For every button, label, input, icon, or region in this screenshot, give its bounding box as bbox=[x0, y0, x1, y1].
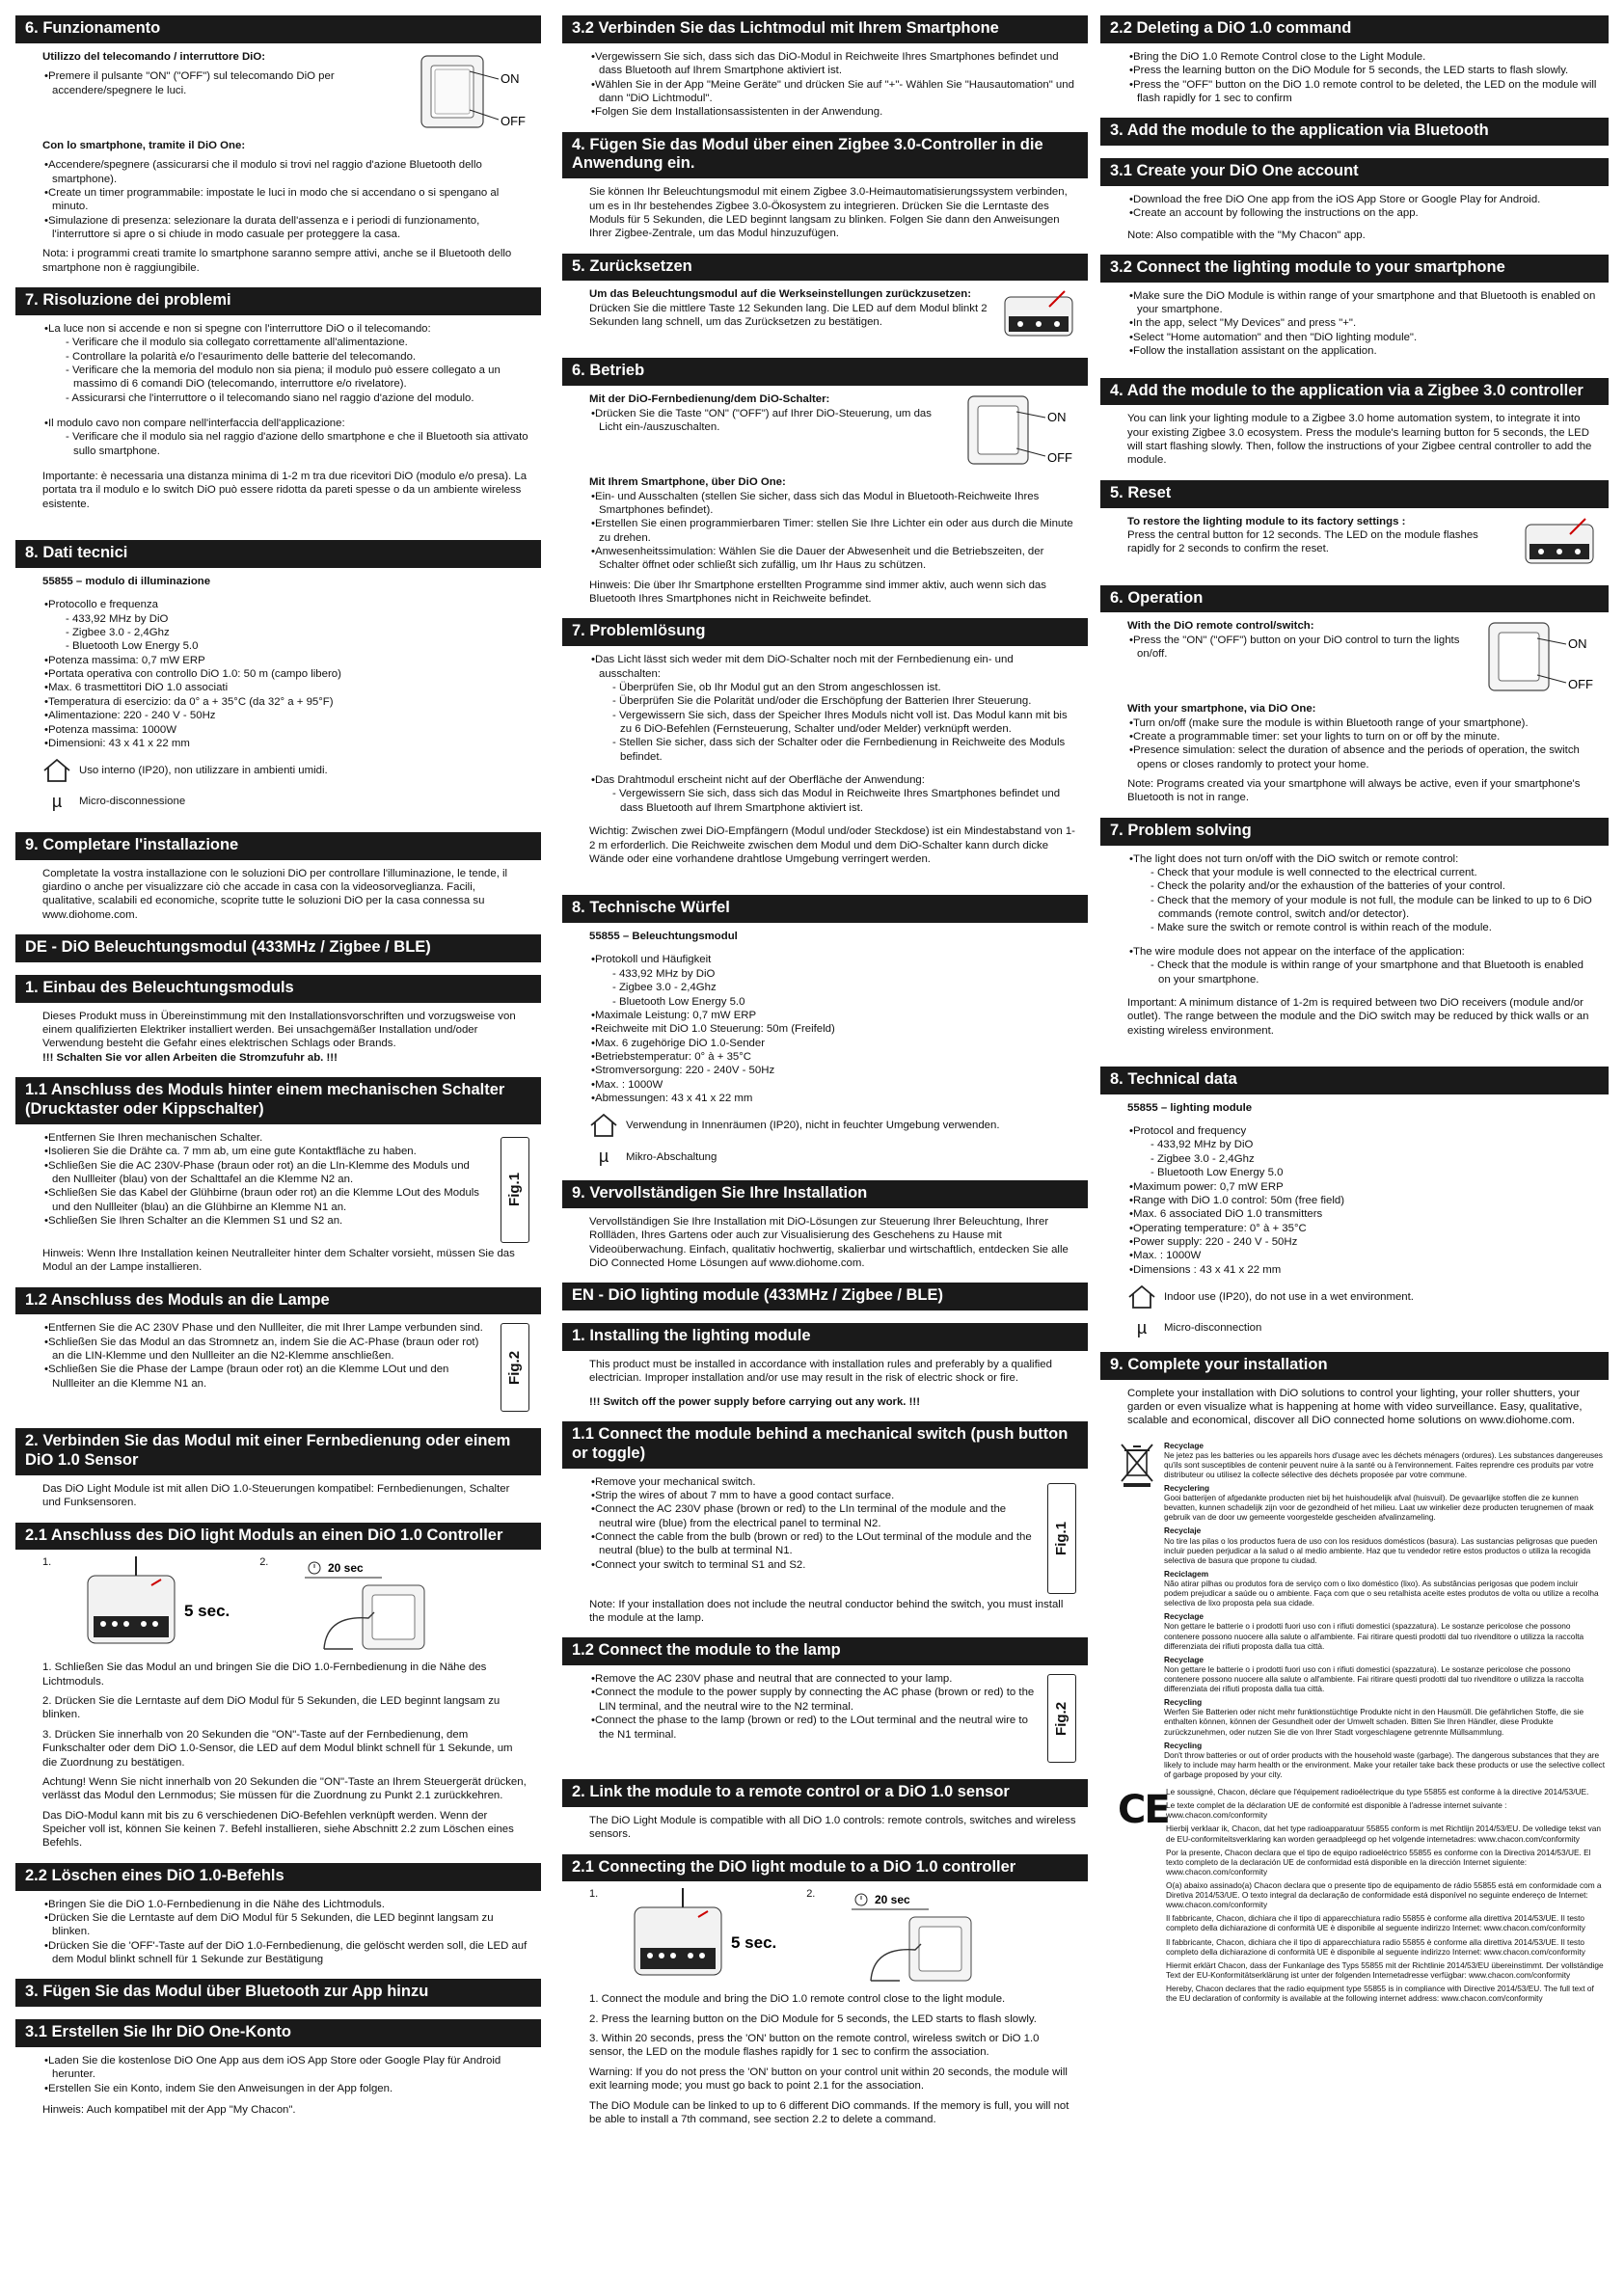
label: To restore the lighting module to its factory settings : bbox=[1127, 515, 1406, 527]
it-technical-data-section bbox=[15, 540, 541, 813]
recycling-heading: Recyclering bbox=[1164, 1483, 1210, 1494]
label: With your smartphone, via DiO One: bbox=[1127, 703, 1316, 716]
bullet: Il modulo cavo non compare nell'interfaccia dell'applicazione: bbox=[48, 417, 345, 429]
de-complete-installation-section bbox=[562, 1180, 1088, 1270]
off-label: OFF bbox=[1047, 450, 1072, 466]
recycling-text: Non gettare le batterie o i prodotti fuori uso con i rifiuti domestici (spazzatura). Le sostanze pericolose che possono contenere possono nuocere alla salute o all'ambiente. Fai ritirare questi prodotti dal tuo rivenditore o utilizza la raccolta differenziata dei rifiuti proposta dalla tua città. bbox=[1164, 1663, 1584, 1694]
de-lamp-section bbox=[15, 1287, 541, 1417]
paragraph: Das DiO Light Module ist mit allen DiO 1.0-Steuerungen kompatibel: Fernbedienungen, Schalter und Funksensoren. bbox=[42, 1482, 510, 1509]
de-connect-smartphone-section bbox=[562, 15, 1088, 120]
bullet: • Presence simulation: select the duration of absence and the periods of operation, the switch opens or closes randomly to protect your home. bbox=[1127, 743, 1597, 771]
indoor-note: Uso interno (IP20), non utilizzare in ambienti umidi. bbox=[79, 765, 328, 777]
spec-item: Protocollo e frequenza bbox=[48, 599, 158, 611]
en-connect-smartphone-section bbox=[1100, 255, 1609, 359]
spec-item: • Dimensioni: 43 x 41 x 22 mm bbox=[42, 737, 529, 750]
conformity-text: Hierbij verklaar ik, Chacon, dat het type radioapparatuur 55855 conform is met Richtlijn 2014/53/EU. De volledige tekst van de EU-conformiteitsverklaring kan worden geraadpleegd op het volgende internetadres: www.chacon.com/conformity bbox=[1166, 1823, 1602, 1844]
section-heading: 7. Problem solving bbox=[1100, 818, 1609, 846]
de-operation-section bbox=[562, 358, 1088, 606]
micro-note: Micro-disconnection bbox=[1164, 1322, 1262, 1335]
bullet: • Strip the wires of about 7 mm to have a good contact surface. bbox=[589, 1489, 1076, 1502]
bullet: • Connect the AC 230V phase (brown or red) to the LIn terminal of the module and the neutral wire (blue) from the electrical panel to terminal N2. bbox=[589, 1502, 1076, 1530]
section-heading: 9. Completare l'installazione bbox=[15, 832, 541, 860]
indoor-note: Verwendung in Innenräumen (IP20), nicht in feuchter Umgebung verwenden. bbox=[626, 1120, 1000, 1132]
paragraph: Press the central button for 12 seconds. The LED on the module flashes rapidly for 2 seconds to confirm the reset. bbox=[1127, 528, 1478, 555]
sub-bullet: - Vergewissern Sie sich, dass der Speicher Ihres Moduls nicht voll ist. Das Modul kann mit bis zu 6 DiO-Befehlen (Fernsteuerung, Schalter und/oder Melder) verknüpft werden. bbox=[599, 709, 1076, 737]
label: Utilizzo del telecomando / interruttore DiO: bbox=[42, 50, 265, 63]
ce-mark-icon: CE bbox=[1118, 1788, 1169, 1833]
bullet: • Erstellen Sie einen programmierbaren Timer: stellen Sie Ihre Lichter ein oder aus durch die Minute zu drehen. bbox=[589, 517, 1076, 545]
step-number: 2. bbox=[806, 1888, 816, 1901]
bullet: • Drücken Sie die Taste "ON" ("OFF") auf Ihrer DiO-Steuerung, um das Licht ein-/auszuschalten. bbox=[589, 407, 1076, 435]
spec-item: • Dimensions : 43 x 41 x 22 mm bbox=[1127, 1263, 1597, 1277]
reset-illustration bbox=[1001, 287, 1076, 339]
label: Mit Ihrem Smartphone, über DiO One: bbox=[589, 476, 786, 489]
section-heading: 1.2 Anschluss des Moduls an die Lampe bbox=[15, 1287, 541, 1315]
spec-item: • Temperatura di esercizio: da 0° a + 35°C (da 32° a + 95°F) bbox=[42, 695, 529, 709]
section-heading: 2.1 Anschluss des DiO light Moduls an einen DiO 1.0 Controller bbox=[15, 1523, 541, 1551]
spec-item: • Alimentazione: 220 - 240 V - 50Hz bbox=[42, 709, 529, 722]
house-icon bbox=[1127, 1284, 1156, 1310]
five-seconds-label: 5 sec. bbox=[184, 1602, 230, 1621]
spec-item: • Range with DiO 1.0 control: 50m (free field) bbox=[1127, 1194, 1597, 1207]
section-heading: 7. Risoluzione dei problemi bbox=[15, 287, 541, 315]
section-heading: 4. Fügen Sie das Modul über einen Zigbee 3.0-Controller in die Anwendung ein. bbox=[562, 132, 1088, 179]
paragraph: Drücken Sie die mittlere Taste 12 Sekunden lang. Die LED auf dem Modul blinkt 2 Sekunden lang schnell, um das Zurücksetzen zu bestätigen. bbox=[589, 302, 988, 329]
spec-item: • Betriebstemperatur: 0° à + 35°C bbox=[589, 1050, 1076, 1064]
paragraph: 3. Drücken Sie innerhalb von 20 Sekunden die "ON"-Taste auf der Fernbedienung, dem Funkschalter oder dem DiO 1.0-Sensor, die LED auf dem Modul blinkt schnell für 1 Sekunde, um die Zuordnung zu bestätigen. bbox=[42, 1728, 513, 1769]
crossed-bin-icon bbox=[1118, 1441, 1156, 1489]
recycling-text: Ne jetez pas les batteries ou les appareils hors d'usage avec les déchets ménagers (ordures). Les substances dangereuses qu'ils sont susceptibles de contenir peuvent nuire à la santé ou à l'environnement. Faites reprendre ces produits par votre distributeur ou utilisez la collecte sélective des déchets proposée par votre commune. bbox=[1164, 1449, 1603, 1479]
section-heading: 3.2 Verbinden Sie das Lichtmodul mit Ihrem Smartphone bbox=[562, 15, 1088, 43]
model-name: 55855 – modulo di illuminazione bbox=[42, 575, 211, 587]
de-title-section bbox=[15, 934, 541, 962]
en-reset-section bbox=[1100, 480, 1609, 573]
bullet: • Entfernen Sie Ihren mechanischen Schalter. bbox=[42, 1131, 529, 1145]
paragraph: Das DiO-Modul kann mit bis zu 6 verschiedenen DiO-Befehlen verknüpft werden. Wenn der Speicher voll ist, können Sie keinen 7. Befehl installieren, siehe Abschnitt 2.2 zum Löschen eines Befehls. bbox=[42, 1809, 514, 1850]
off-label: OFF bbox=[501, 113, 526, 128]
conformity-text: Hiermit erklärt Chacon, dass der Funkanlage des Typs 55855 mit der Richtlinie 2014/53/EU übereinstimmt. Der vollständige Text der EU-Konformitätserklärung ist unter der folgenden Internetadresse verfügbar: www.chacon.com/conformity bbox=[1166, 1959, 1604, 1980]
sub-bullet: - Controllare la polarità e/o l'esaurimento delle batterie del telecomando. bbox=[52, 350, 529, 364]
bullet: • Select "Home automation" and then "DiO lighting module". bbox=[1127, 331, 1597, 344]
spec-item: • Abmessungen: 43 x 41 x 22 mm bbox=[589, 1092, 1076, 1105]
label: With the DiO remote control/switch: bbox=[1127, 620, 1314, 633]
section-heading: 6. Operation bbox=[1100, 585, 1609, 613]
spec-item: • Stromversorgung: 220 - 240V - 50Hz bbox=[589, 1064, 1076, 1077]
language-heading: EN - DiO lighting module (433MHz / Zigbee / BLE) bbox=[562, 1283, 1088, 1310]
bullet: • Connect the cable from the bulb (brown or red) to the LOut terminal of the module and the neutral (blue) to the bulb at terminal N1. bbox=[589, 1530, 1076, 1558]
en-zigbee-section bbox=[1100, 378, 1609, 468]
figure-label bbox=[501, 1323, 529, 1412]
it-troubleshooting-section bbox=[15, 287, 541, 511]
recycling-text: Gooi batterijen of afgedankte producten niet bij het huishoudelijk afval (huisvuil). De gevaarlijke stoffen die ze kunnen bevatten, kunnen schadelijk zijn voor de gezondheid of het milieu. Laat uw winkelier deze producten terugnemen of maak gebruik van de door uw gemeente voorgestelde gescheiden afvalinzameling. bbox=[1164, 1493, 1594, 1523]
on-label: ON bbox=[1047, 410, 1067, 425]
bullet: • Schließen Sie die AC 230V-Phase (braun oder rot) an die LIn-Klemme des Moduls und den Nullleiter (blau) von der Schalttafel an die Klemme N2 an. bbox=[42, 1159, 529, 1187]
switch-press-illustration bbox=[832, 1888, 987, 1985]
spec-item: • Max. 6 zugehörige DiO 1.0-Sender bbox=[589, 1037, 1076, 1050]
step-number: 1. bbox=[589, 1888, 599, 1901]
de-mechanical-switch-section bbox=[15, 1077, 541, 1274]
house-icon bbox=[42, 758, 71, 783]
en-problem-section bbox=[1100, 818, 1609, 1038]
sub-bullet: - Verificare che il modulo sia collegato correttamente all'alimentazione. bbox=[52, 336, 529, 349]
en-complete-installation-section bbox=[1100, 1352, 1609, 1428]
paragraph: Vervollständigen Sie Ihre Installation mit DiO-Lösungen zur Steuerung Ihrer Beleuchtung, Ihrer Rollläden, Ihres Gartens oder auch zur Visualisierung des Geschehens zu Hause mit Videoüberwachung. Einfach, qualitativ hochwertig, skalierbar und wirtschaftlich, entdecken Sie alle DiO Connected Home Lösungen auf www.diohome.com. bbox=[589, 1215, 1069, 1269]
bullet: • Create a programmable timer: set your lights to turn on or off by the minute. bbox=[1127, 730, 1597, 743]
bullet: • Create an account by following the instructions on the app. bbox=[1127, 206, 1597, 220]
en-lamp-section bbox=[562, 1637, 1088, 1767]
sub-bullet: - Check that the memory of your module is not full, the module can be linked to up to 6 DiO commands (remote control, switch and/or detector). bbox=[1137, 894, 1597, 922]
section-heading: 3.2 Connect the lighting module to your smartphone bbox=[1100, 255, 1609, 283]
en-link-remote-section bbox=[562, 1779, 1088, 1842]
spec-item: • Potenza massima: 1000W bbox=[42, 723, 529, 737]
paragraph: 1. Connect the module and bring the DiO 1.0 remote control close to the light module. bbox=[589, 1993, 1006, 2006]
bullet: • Schließen Sie das Kabel der Glühbirne (braun oder rot) an die Klemme LOut des Moduls und den Nullleiter (blau) an die Glühbirne an Klemme N1 an. bbox=[42, 1186, 529, 1214]
de-zigbee-section bbox=[562, 132, 1088, 241]
reset-illustration bbox=[1522, 515, 1597, 567]
bullet: • Drücken Sie die Lerntaste auf dem DiO Modul für 5 Sekunden, die LED beginnt langsam zu blinken. bbox=[42, 1911, 529, 1939]
paragraph: 1. Schließen Sie das Modul an und bringen Sie die DiO 1.0-Fernbedienung in die Nähe des Lichtmoduls. bbox=[42, 1661, 487, 1688]
de-delete-command-section bbox=[15, 1863, 541, 1967]
paragraph: 2. Press the learning button on the DiO Module for 5 seconds, the LED starts to flash slowly. bbox=[589, 2012, 1037, 2025]
conformity-text: Le texte complet de la déclaration UE de conformité est disponible à l'adresse internet suivante : www.chacon.com/conformity bbox=[1166, 1800, 1507, 1821]
on-label: ON bbox=[1568, 636, 1587, 652]
paragraph: The DiO Light Module is compatible with all DiO 1.0 controls: remote controls, switches and wireless sensors. bbox=[589, 1814, 1076, 1841]
de-reset-section bbox=[562, 254, 1088, 346]
recycling-heading: Recyclage bbox=[1164, 1440, 1204, 1450]
spec-item: • Maximale Leistung: 0,7 mW ERP bbox=[589, 1009, 1076, 1022]
paragraph: Warning: If you do not press the 'ON' button on your control unit within 20 seconds, the module will exit learning mode; you must go back to point 2.1 for the association. bbox=[589, 2066, 1068, 2093]
twenty-seconds-label: 20 sec bbox=[328, 1561, 365, 1576]
section-heading: 3. Add the module to the application via Bluetooth bbox=[1100, 118, 1609, 146]
section-heading: 1.1 Connect the module behind a mechanical switch (push button or toggle) bbox=[562, 1421, 1088, 1469]
micro-symbol-icon: µ bbox=[51, 792, 63, 812]
sub-bullet: - Verificare che la memoria del modulo non sia piena; il modulo può essere collegato a un massimo di 6 comandi DiO (telecomando, interruttore e/o rivelatore). bbox=[52, 364, 529, 392]
de-problem-section bbox=[562, 618, 1088, 866]
bullet: • Folgen Sie dem Installationsassistenten in der Anwendung. bbox=[589, 105, 1076, 119]
bullet: • Schließen Sie die Phase der Lampe (braun oder rot) an die Klemme LOut und den Nullleiter an die Klemme N1 an. bbox=[42, 1363, 529, 1391]
conformity-text: Il fabbricante, Chacon, dichiara che il tipo di apparecchiatura radio 55855 è conforme alla direttiva 2014/53/UE. Il testo completo della dichiarazione di conformità UE è disponibile al seguente indirizzo Internet: www.chacon.com/conformity bbox=[1166, 1913, 1585, 1933]
section-heading: 2.2 Deleting a DiO 1.0 command bbox=[1100, 15, 1609, 43]
section-heading: 3.1 Erstellen Sie Ihr DiO One-Konto bbox=[15, 2019, 541, 2047]
de-technical-section bbox=[562, 895, 1088, 1168]
pairing-illustration bbox=[42, 1556, 529, 1653]
column-3 bbox=[1100, 15, 1609, 2007]
column-2 bbox=[562, 15, 1088, 2139]
note: Note: Also compatible with the "My Chacon" app. bbox=[1127, 229, 1366, 241]
figure-label bbox=[501, 1137, 529, 1243]
spec-item: • Maximum power: 0,7 mW ERP bbox=[1127, 1180, 1597, 1194]
paragraph: The DiO Module can be linked to up to 6 different DiO commands. If the memory is full, you will not be able to install a 7th command, see section 2.2 to delete a command. bbox=[589, 2099, 1069, 2125]
note: Note: If your installation does not include the neutral conductor behind the switch, you must install the module at the lamp. bbox=[589, 1598, 1064, 1624]
note: Note: Programs created via your smartphone will always be active, even if your smartphone's Bluetooth is not in range. bbox=[1127, 778, 1581, 804]
paragraph: Dieses Produkt muss in Übereinstimmung mit den Installationsvorschriften und vorzugsweise von einem qualifizierten Elektriker installiert werden. Bei unsachgemäßer Installation und/oder Verwendung besteht die Gefahr eines elektrischen Schlags oder Brands. bbox=[42, 1010, 516, 1050]
recycling-heading: Recycling bbox=[1164, 1697, 1203, 1708]
bullet: • Schließen Sie das Modul an das Stromnetz an, indem Sie die AC-Phase (braun oder rot) an die LIN-Klemme und den Nullleiter an die N2-Klemme anschließen. bbox=[42, 1336, 529, 1364]
note: Wichtig: Zwischen zwei DiO-Empfängern (Modul und/oder Steckdose) ist ein Mindestabstand von 1-2 m erforderlich. Die Reichweite zwischen dem Modul und dem DiO-Schalter kann durch dicke Wände oder eine vorhandene drahtlose Umgebung verringert werden. bbox=[589, 825, 1075, 865]
section-heading: 2. Verbinden Sie das Modul mit einer Fernbedienung oder einem DiO 1.0 Sensor bbox=[15, 1428, 541, 1475]
switch-press-illustration bbox=[285, 1556, 440, 1653]
bullet: • Wählen Sie in der App "Meine Geräte" und drücken Sie auf "+"- Wählen Sie "Hausautomation" und dann "DiO Lichtmodul". bbox=[589, 78, 1076, 106]
de-link-remote-section bbox=[15, 1428, 541, 1509]
protocol-item: - Zigbee 3.0 - 2,4Ghz bbox=[599, 981, 1076, 994]
step-number: 1. bbox=[42, 1556, 52, 1569]
recycling-heading: Recyclage bbox=[1164, 1654, 1204, 1664]
recycling-text: Não atirar pilhas ou produtos fora de serviço com o lixo doméstico (lixo). As substâncias perigosas que podem incluir podem prejudicar a saúde ou o ambiente. Faça com que o seu retalhista aceite estes produtos de volta ou utilize a recolha selectiva de lixo proposta pela sua cidade. bbox=[1164, 1579, 1599, 1608]
switch-illustration bbox=[961, 392, 1076, 470]
spec-item: Protocol and frequency bbox=[1133, 1125, 1247, 1138]
bullet: The wire module does not appear on the interface of the application: bbox=[1133, 945, 1465, 958]
note: Important: A minimum distance of 1-2m is required between two DiO receivers (module and/or outlet). The range between the module and the DiO switch may be reduced by thick walls or an existing wireless environment. bbox=[1127, 996, 1589, 1037]
en-mechanical-switch-section bbox=[562, 1421, 1088, 1625]
spec-item: • Operating temperature: 0° à + 35°C bbox=[1127, 1222, 1597, 1235]
micro-note: Micro-disconnessione bbox=[79, 796, 186, 808]
paragraph: Sie können Ihr Beleuchtungsmodul mit einem Zigbee 3.0-Heimautomatisierungssystem verbinden, um es in Ihr bestehendes Zigbee 3.0-Ökosystem zu integrieren. Drücken Sie die Lerntaste des Moduls für 5 Sekunden, die LED beginnt langsam zu blinken. Folgen Sie dann den Anweisungen Ihrer Zigbee-Zentrale, um das Modul hinzuzufügen. bbox=[589, 186, 1068, 240]
protocol-item: - Zigbee 3.0 - 2,4Ghz bbox=[1137, 1152, 1597, 1166]
model-name: 55855 – lighting module bbox=[1127, 1101, 1253, 1114]
bullet: • Laden Sie die kostenlose DiO One App aus dem iOS App Store oder Google Play für Android herunter. bbox=[42, 2054, 529, 2082]
bullet: • Drücken Sie die 'OFF'-Taste auf der DiO 1.0-Fernbedienung, die gelöscht werden soll, die LED auf dem Modul blinkt schnell für 1 Sekunde zur Bestätigung bbox=[42, 1939, 529, 1967]
language-heading: DE - DiO Beleuchtungsmodul (433MHz / Zigbee / BLE) bbox=[15, 934, 541, 962]
bullet: • Schließen Sie Ihren Schalter an die Klemmen S1 und S2 an. bbox=[42, 1214, 529, 1228]
bullet: • Remove the AC 230V phase and neutral that are connected to your lamp. bbox=[589, 1672, 1076, 1686]
sub-bullet: - Stellen Sie sicher, dass sich der Schalter oder die Fernbedienung in Reichweite des Moduls befindet. bbox=[599, 736, 1076, 764]
recycling-text: Don't throw batteries or out of order products with the household waste (garbage). The dangerous substances that they are likely to include may harm health or the environment. Make your retailer take back these products or use the selective collect of garbage proposed by your city. bbox=[1164, 1749, 1606, 1779]
module-illustration bbox=[68, 1556, 242, 1653]
recycling-text: Non gettare le batterie o i prodotti fuori uso con i rifiuti domestici (spazzatura). Le sostanze pericolose che possono contenere possono nuocere alla salute o all'ambiente. Fai ritirare questi prodotti dal tuo rivenditore o utilizza la raccolta differenziata dei rifiuti proposta dalla tua città. bbox=[1164, 1621, 1584, 1651]
en-technical-section bbox=[1100, 1067, 1609, 1339]
switch-illustration bbox=[1481, 619, 1597, 696]
section-heading: 9. Vervollständigen Sie Ihre Installation bbox=[562, 1180, 1088, 1208]
paragraph: 2. Drücken Sie die Lerntaste auf dem DiO Modul für 5 Sekunden, die LED beginnt langsam zu blinken. bbox=[42, 1695, 501, 1721]
protocol-item: - Bluetooth Low Energy 5.0 bbox=[52, 639, 529, 653]
bullet: • Remove your mechanical switch. bbox=[589, 1475, 1076, 1489]
protocol-item: - 433,92 MHz by DiO bbox=[52, 612, 529, 626]
section-heading: 8. Dati tecnici bbox=[15, 540, 541, 568]
recycling-heading: Recyclage bbox=[1164, 1611, 1204, 1622]
recycling-list bbox=[1164, 1441, 1605, 1784]
protocol-item: - Zigbee 3.0 - 2,4Ghz bbox=[52, 626, 529, 639]
note: Importante: è necessaria una distanza minima di 1-2 m tra due ricevitori DiO (modulo e/o presa). La portata tra il modulo e lo switch DiO può essere ridotta da pareti spesse o da un ambiente wireless esistente. bbox=[42, 471, 528, 510]
bullet: • Anwesenheitssimulation: Wählen Sie die Dauer der Abwesenheit und die Betriebszeiten, der Schalter öffnet oder schließt sich zufällig, um Ihr Haus zu schützen. bbox=[589, 545, 1076, 573]
conformity-text: Il fabbricante, Chacon, dichiara che il tipo di apparecchiatura radio 55855 è conforme alla direttiva 2014/53/UE. Il testo completo della dichiarazione di conformità UE è disponibile al seguente indirizzo Internet: www.chacon.com/conformity bbox=[1166, 1936, 1585, 1957]
recycling-heading: Recycling bbox=[1164, 1740, 1203, 1750]
bullet: The light does not turn on/off with the DiO switch or remote control: bbox=[1133, 852, 1459, 865]
paragraph: Completate la vostra installazione con le soluzioni DiO per controllare l'illuminazione, le tende, il giardino o anche per visualizzare ciò che accade in casa con la videosorveglianza. Facili, qualitative, scalabili ed economiche, scoprite tutte le soluzioni DiO per la casa connessa su www.diohome.com. bbox=[42, 867, 508, 921]
section-heading: 6. Funzionamento bbox=[15, 15, 541, 43]
bullet: Das Licht lässt sich weder mit dem DiO-Schalter noch mit der Fernbedienung ein- und ausschalten: bbox=[595, 654, 1014, 680]
spec-item: • Max. : 1000W bbox=[589, 1078, 1076, 1092]
house-icon bbox=[589, 1113, 618, 1138]
section-heading: 3.1 Create your DiO One account bbox=[1100, 158, 1609, 186]
recycling-text: Werfen Sie Batterien oder nicht mehr funktionstüchtige Produkte nicht in den Hausmüll. Die gefährlichen Stoffe, die sie enthalten können, können der Gesundheit oder der Umwelt schaden. Bitten Sie Ihren Händler, diese Produkte zurückzunehmen, oder nutzen Sie die von Ihrer Stadt vorgeschlagene getrennte Müllsammlung. bbox=[1164, 1707, 1584, 1737]
protocol-item: - 433,92 MHz by DiO bbox=[599, 967, 1076, 981]
bullet: • Bringen Sie die DiO 1.0-Fernbedienung in die Nähe des Lichtmoduls. bbox=[42, 1898, 529, 1911]
conformity-text: Le soussigné, Chacon, déclare que l'équipement radioélectrique du type 55855 est conforme à la directive 2014/53/UE. bbox=[1166, 1787, 1589, 1797]
paragraph: This product must be installed in accordance with installation rules and preferably by a qualified electrician. Improper installation and/or use may result in the risk of electric shock or fire. bbox=[589, 1358, 1052, 1385]
off-label: OFF bbox=[1568, 677, 1593, 692]
recycling-block bbox=[1100, 1441, 1609, 2008]
paragraph: 3. Within 20 seconds, press the 'ON' button on the remote control, wireless switch or DiO 1.0 sensor, the LED on the module flashes rapidly for 1 sec to confirm the association. bbox=[589, 2033, 1040, 2059]
section-heading: 1.1 Anschluss des Moduls hinter einem mechanischen Schalter (Drucktaster oder Kippschalter) bbox=[15, 1077, 541, 1124]
pairing-illustration bbox=[589, 1888, 1076, 1985]
protocol-item: - 433,92 MHz by DiO bbox=[1137, 1138, 1597, 1151]
spec-item: • Max. 6 associated DiO 1.0 transmitters bbox=[1127, 1207, 1597, 1221]
spec-item: • Max. 6 trasmettitori DiO 1.0 associati bbox=[42, 681, 529, 694]
bullet: • In the app, select "My Devices" and press "+". bbox=[1127, 316, 1597, 330]
section-heading: 4. Add the module to the application via a Zigbee 3.0 controller bbox=[1100, 378, 1609, 406]
section-heading: 8. Technische Würfel bbox=[562, 895, 1088, 923]
bullet: • Press the learning button on the DiO Module for 5 seconds, the LED starts to flash slowly. bbox=[1127, 64, 1597, 77]
twenty-seconds-label: 20 sec bbox=[875, 1893, 911, 1907]
conformity-text: Por la presente, Chacon declara que el tipo de equipo radioeléctrico 55855 es conforme con la Directiva 2014/53/UE. El texto completo de la declaración UE de conformidad está disponible en la dirección Internet siguiente: www.chacon.com/conformity bbox=[1166, 1847, 1591, 1877]
warning: !!! Schalten Sie vor allen Arbeiten die Stromzufuhr ab. !!! bbox=[42, 1051, 338, 1064]
section-heading: 2.2 Löschen eines DiO 1.0-Befehls bbox=[15, 1863, 541, 1891]
paragraph: You can link your lighting module to a Zigbee 3.0 home automation system, to integrate it into your existing Zigbee 3.0 ecosystem. Press the module's learning button for 5 seconds, the LED will start flashing slowly. Then, follow the instructions of your Zigbee central controller to add the module. bbox=[1127, 413, 1592, 467]
conformity-list bbox=[1166, 1787, 1605, 2007]
en-install-section bbox=[562, 1323, 1088, 1409]
section-heading: 5. Zurücksetzen bbox=[562, 254, 1088, 282]
en-delete-command-section bbox=[1100, 15, 1609, 105]
warning: !!! Switch off the power supply before carrying out any work. !!! bbox=[589, 1395, 921, 1408]
label: Um das Beleuchtungsmodul auf die Werkseinstellungen zurückzusetzen: bbox=[589, 288, 972, 301]
model-name: 55855 – Beleuchtungsmodul bbox=[589, 931, 738, 943]
spec-item: • Power supply: 220 - 240 V - 50Hz bbox=[1127, 1235, 1597, 1249]
note: Hinweis: Die über Ihr Smartphone erstellten Programme sind immer aktiv, auch wenn sich das Bluetooth Ihres Smartphones nicht in Reichweite befindet. bbox=[589, 579, 1046, 606]
switch-illustration bbox=[414, 50, 529, 133]
sub-bullet: - Check that your module is well connected to the electrical current. bbox=[1137, 866, 1597, 879]
bullet: • Press the "OFF" button on the DiO 1.0 remote control to be deleted, the LED on the module will flash rapidly for 1 sec to confirm bbox=[1127, 78, 1597, 106]
micro-symbol-icon: µ bbox=[1136, 1318, 1148, 1338]
section-heading: 6. Betrieb bbox=[562, 358, 1088, 386]
recycling-heading: Recyclaje bbox=[1164, 1526, 1202, 1536]
bullet: • Turn on/off (make sure the module is within Bluetooth range of your smartphone). bbox=[1127, 716, 1597, 730]
sub-bullet: - Verificare che il modulo sia nel raggio d'azione dello smartphone e che il Bluetooth sia attivato sullo smartphone. bbox=[52, 430, 529, 458]
recycling-text: No tire las pilas o los productos fuera de uso con los residuos domésticos (basura). Las sustancias peligrosas que pueden incluir pueden perjudicar a la salud o al medio ambiente. Haz que tu vendedor retire estos productos o utiliza la recogida selectiva de basura que propone tu ciudad. bbox=[1164, 1535, 1598, 1565]
bullet: • Connect the phase to the lamp (brown or red) to the LOut terminal and the neutral wire to the N1 terminal. bbox=[589, 1714, 1076, 1742]
recycling-heading: Reciclagem bbox=[1164, 1568, 1209, 1579]
section-heading: 1. Einbau des Beleuchtungsmoduls bbox=[15, 975, 541, 1003]
bullet: • Follow the installation assistant on the application. bbox=[1127, 344, 1597, 358]
en-bluetooth-section bbox=[1100, 118, 1609, 146]
figure-label bbox=[1047, 1483, 1076, 1594]
bullet: • Download the free DiO One app from the iOS App Store or Google Play for Android. bbox=[1127, 193, 1597, 206]
de-bluetooth-section bbox=[15, 1979, 541, 2007]
sub-bullet: - Überprüfen Sie, ob Ihr Modul gut an den Strom angeschlossen ist. bbox=[599, 681, 1076, 694]
figure-caption: Fig.1 bbox=[505, 1173, 523, 1207]
bullet: La luce non si accende e non si spegne con l'interruttore DiO o il telecomando: bbox=[48, 322, 431, 335]
section-heading: 7. Problemlösung bbox=[562, 618, 1088, 646]
five-seconds-label: 5 sec. bbox=[731, 1933, 777, 1953]
section-heading: 1.2 Connect the module to the lamp bbox=[562, 1637, 1088, 1665]
en-connect-controller-section bbox=[562, 1854, 1088, 2127]
note: Nota: i programmi creati tramite lo smartphone saranno sempre attivi, anche se il Bluetooth dello smartphone non è raggiungibile. bbox=[42, 248, 512, 274]
en-title-section bbox=[562, 1283, 1088, 1310]
note: Hinweis: Wenn Ihre Installation keinen Neutralleiter hinter dem Schalter vorsieht, müssen Sie das Modul an der Lampe installieren. bbox=[42, 1247, 515, 1274]
figure-caption: Fig.1 bbox=[1052, 1521, 1069, 1555]
it-complete-installation-section bbox=[15, 832, 541, 922]
de-connect-controller-section bbox=[15, 1523, 541, 1850]
bullet: • Bring the DiO 1.0 Remote Control close to the Light Module. bbox=[1127, 50, 1597, 64]
conformity-text: O(a) abaixo assinado(a) Chacon declara que o presente tipo de equipamento de rádio 55855 está em conformidade com a Diretiva 2014/53/UE. O texto integral da declaração de conformidade está disponível no seguinte endereço de Internet: www.chacon.com/conformity bbox=[1166, 1879, 1602, 1910]
protocol-item: - Bluetooth Low Energy 5.0 bbox=[1137, 1166, 1597, 1179]
paragraph: Achtung! Wenn Sie nicht innerhalb von 20 Sekunden die "ON"-Taste an Ihrem Steuergerät drücken, verlässt das Modul den Lernmodus; Sie müssen für die Zuordnung zu Punkt 2.1 zurückkehren. bbox=[42, 1775, 527, 1802]
spec-item: • Reichweite mit DiO 1.0 Steuerung: 50m (Freifeld) bbox=[589, 1022, 1076, 1036]
section-heading: 1. Installing the lighting module bbox=[562, 1323, 1088, 1351]
bullet: • Premere il pulsante "ON" ("OFF") sul telecomando DiO per accendere/spegnere le luci. bbox=[42, 69, 529, 97]
de-install-section bbox=[15, 975, 541, 1065]
sub-bullet: - Make sure the switch or remote control is within reach of the module. bbox=[1137, 921, 1597, 934]
module-illustration bbox=[615, 1888, 789, 1985]
indoor-note: Indoor use (IP20), do not use in a wet environment. bbox=[1164, 1290, 1414, 1303]
sub-bullet: - Check the polarity and/or the exhaustion of the batteries of your control. bbox=[1137, 879, 1597, 893]
label: Mit der DiO-Fernbedienung/dem DiO-Schalter: bbox=[589, 393, 830, 406]
figure-label bbox=[1047, 1674, 1076, 1763]
bullet: Das Drahtmodul erscheint nicht auf der Oberfläche der Anwendung: bbox=[595, 774, 925, 787]
figure-caption: Fig.2 bbox=[1052, 1701, 1069, 1736]
section-heading: 2.1 Connecting the DiO light module to a DiO 1.0 controller bbox=[562, 1854, 1088, 1882]
sub-bullet: - Check that the module is within range of your smartphone and that Bluetooth is enabled on your smartphone. bbox=[1137, 959, 1597, 986]
de-account-section bbox=[15, 2019, 541, 2117]
section-heading: 5. Reset bbox=[1100, 480, 1609, 508]
section-heading: 8. Technical data bbox=[1100, 1067, 1609, 1094]
paragraph: Complete your installation with DiO solutions to control your lighting, your roller shutters, your garden or even visualize what is happening at home with video surveillance. Easy, qualitative, scalable and economical, discover all DiO connected home solutions on www.diohome.com. bbox=[1127, 1387, 1583, 1427]
bullet: • Vergewissern Sie sich, dass sich das DiO-Modul in Reichweite Ihres Smartphones befindet und dass Bluetooth auf Ihrem Smartphone aktiviert ist. bbox=[589, 50, 1076, 78]
conformity-text: Hereby, Chacon declares that the radio equipment type 55855 is in compliance with Directive 2014/53/EU. The full text of the EU declaration of conformity is available at the following internet address: www.chacon.com/conformity bbox=[1166, 1983, 1594, 2004]
label: Con lo smartphone, tramite il DiO One: bbox=[42, 139, 246, 151]
sub-bullet: - Überprüfen Sie die Polarität und/oder die Erschöpfung der Batterien Ihrer Steuerung. bbox=[599, 694, 1076, 708]
bullet: • Ein- und Ausschalten (stellen Sie sicher, dass sich das Modul in Bluetooth-Reichweite Ihres Smartphones befindet). bbox=[589, 490, 1076, 518]
figure-caption: Fig.2 bbox=[505, 1350, 523, 1385]
on-label: ON bbox=[501, 70, 520, 86]
bullet: • Isolieren Sie die Drähte ca. 7 mm ab, um eine gute Kontaktfläche zu haben. bbox=[42, 1145, 529, 1158]
bullet: • Entfernen Sie die AC 230V Phase und den Nullleiter, die mit Ihrer Lampe verbunden sind. bbox=[42, 1321, 529, 1335]
protocol-item: - Bluetooth Low Energy 5.0 bbox=[599, 995, 1076, 1009]
bullet: • Connect your switch to terminal S1 and S2. bbox=[589, 1558, 1076, 1572]
section-heading: 2. Link the module to a remote control or a DiO 1.0 sensor bbox=[562, 1779, 1088, 1807]
bullet: • Simulazione di presenza: selezionare la durata dell'assenza e i periodi di funzionamento, l'interruttore si apre o si chiude in modo casuale per proteggere la casa. bbox=[42, 214, 529, 242]
spec-item: • Portata operativa con controllo DiO 1.0: 50 m (campo libero) bbox=[42, 667, 529, 681]
spec-item: Protokoll und Häufigkeit bbox=[595, 954, 712, 966]
bullet: • Make sure the DiO Module is within range of your smartphone and that Bluetooth is enabled on your smartphone. bbox=[1127, 289, 1597, 317]
spec-item: • Potenza massima: 0,7 mW ERP bbox=[42, 654, 529, 667]
bullet: • Accendere/spegnere (assicurarsi che il modulo si trovi nel raggio d'azione Bluetooth dello smartphone). bbox=[42, 158, 529, 186]
sub-bullet: - Vergewissern Sie sich, dass sich das Modul in Reichweite Ihres Smartphones befindet und dass Bluetooth auf Ihrem Smartphone aktiviert ist. bbox=[599, 787, 1076, 815]
bullet: • Connect the module to the power supply by connecting the AC phase (brown or red) to the LIN terminal, and the neutral wire to the N2 terminal. bbox=[589, 1686, 1076, 1714]
en-operation-section bbox=[1100, 585, 1609, 805]
note: Hinweis: Auch kompatibel mit der App "My Chacon". bbox=[42, 2103, 296, 2116]
section-heading: 9. Complete your installation bbox=[1100, 1352, 1609, 1380]
step-number: 2. bbox=[259, 1556, 269, 1569]
micro-symbol-icon: µ bbox=[598, 1147, 609, 1167]
micro-note: Mikro-Abschaltung bbox=[626, 1150, 717, 1163]
bullet: • Press the "ON" ("OFF") button on your DiO control to turn the lights on/off. bbox=[1127, 634, 1597, 662]
section-heading: 3. Fügen Sie das Modul über Bluetooth zur App hinzu bbox=[15, 1979, 541, 2007]
bullet: • Erstellen Sie ein Konto, indem Sie den Anweisungen in der App folgen. bbox=[42, 2082, 529, 2095]
column-1 bbox=[15, 15, 541, 2129]
bullet: • Create un timer programmabile: impostate le luci in modo che si accendano o si spengano al minuto. bbox=[42, 186, 529, 214]
it-operation-section bbox=[15, 15, 541, 275]
en-account-section bbox=[1100, 158, 1609, 242]
sub-bullet: - Assicurarsi che l'interruttore o il telecomando siano nel raggio d'azione del modulo. bbox=[52, 392, 529, 405]
spec-item: • Max. : 1000W bbox=[1127, 1249, 1597, 1262]
